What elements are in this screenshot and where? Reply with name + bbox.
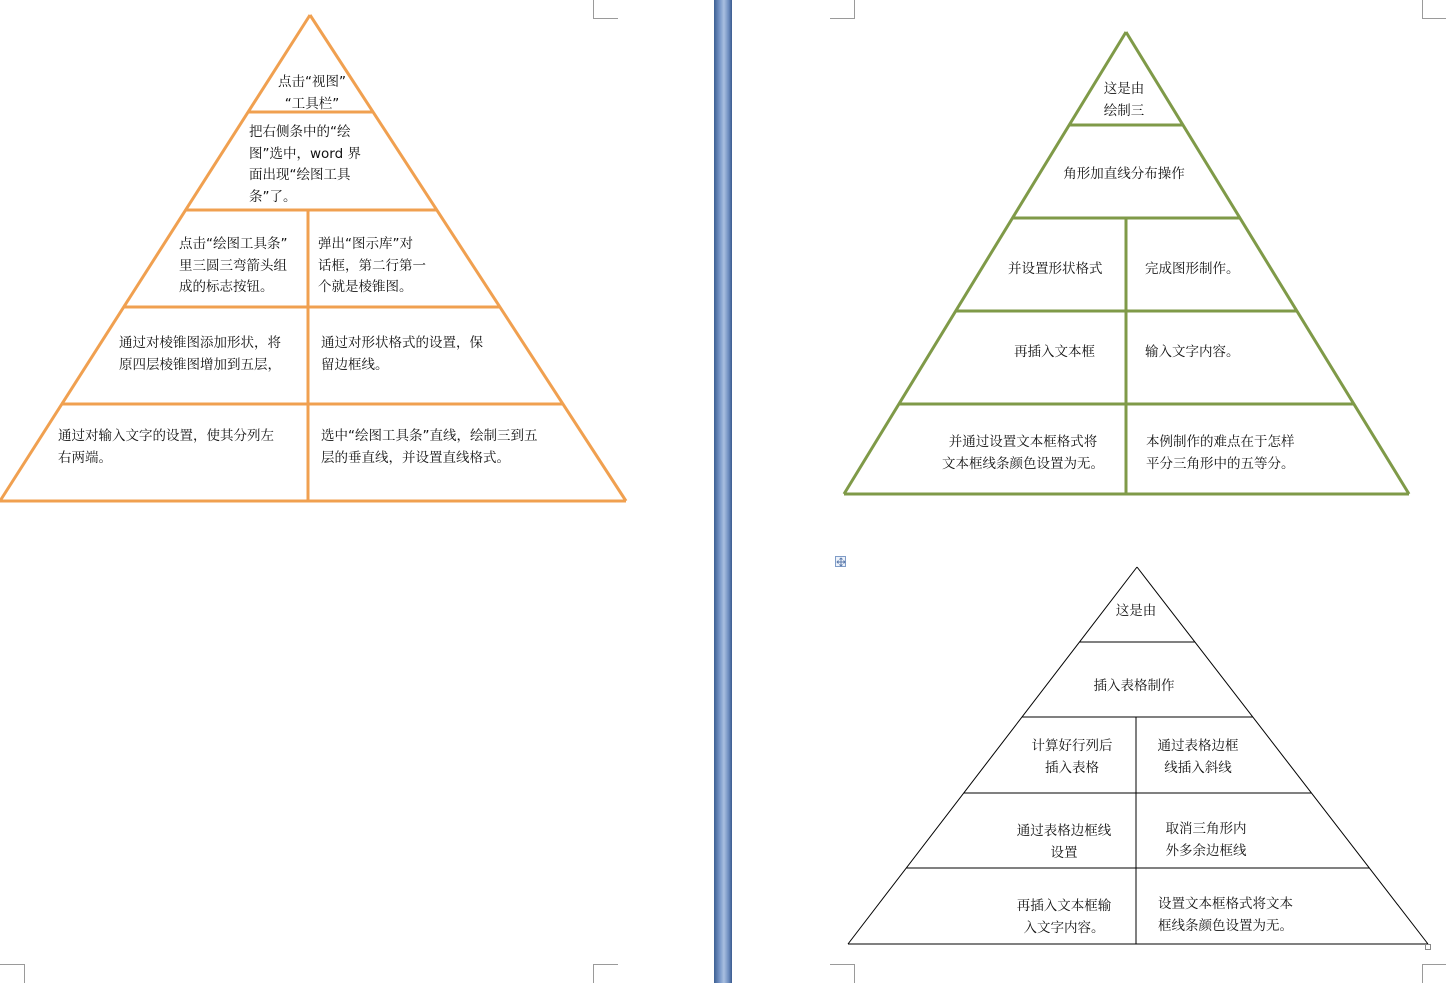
table-tier3-left-text[interactable]: 计算好行列后 插入表格 [1031, 738, 1113, 776]
orange-tier4-right-text[interactable]: 通过对形状格式的设置，保 留边框线。 [321, 335, 483, 373]
green-tier3-left-text[interactable]: 并设置形状格式 [1008, 261, 1103, 277]
orange-tier5-right-text[interactable]: 选中“绘图工具条”直线，绘制三到五 层的垂直线，并设置直线格式。 [321, 428, 538, 466]
green-tier1-text[interactable]: 这是由 绘制三 [1103, 81, 1145, 119]
green-tier5-left-text[interactable]: 并通过设置文本框格式将 文本框线条颜色设置为无。 [942, 434, 1104, 472]
move-arrows-icon [836, 557, 847, 568]
orange-tier4-left-text[interactable]: 通过对棱锥图添加形状，将 原四层棱锥图增加到五层， [119, 335, 281, 373]
table-resize-handle[interactable] [1425, 944, 1431, 950]
table-tier3-right-text[interactable]: 通过表格边框 线插入斜线 [1157, 738, 1239, 776]
table-tier1-text[interactable]: 这是由 [1115, 603, 1157, 619]
green-tier4-right-text[interactable]: 输入文字内容。 [1145, 344, 1240, 360]
green-tier3-right-text[interactable]: 完成图形制作。 [1145, 261, 1240, 277]
table-pyramid-lines [848, 567, 1428, 944]
green-tier2-text[interactable]: 角形加直线分布操作 [1063, 166, 1185, 182]
table-tier2-text[interactable]: 插入表格制作 [1093, 678, 1175, 694]
table-tier5-right-text[interactable]: 设置文本框格式将文本 框线条颜色设置为无。 [1158, 896, 1293, 934]
table-tier4-left-text[interactable]: 通过表格边框线 设置 [1016, 823, 1112, 861]
orange-tier3-left-text[interactable]: 点击“绘图工具条” 里三圆三弯箭头组 成的标志按钮。 [179, 236, 288, 295]
table-tier4-right-text[interactable]: 取消三角形内 外多余边框线 [1165, 821, 1247, 859]
orange-tier1-text[interactable]: 点击“视图” “工具栏” [278, 74, 346, 112]
table-tier5-left-text[interactable]: 再插入文本框输 入文字内容。 [1016, 898, 1112, 936]
orange-tier3-right-text[interactable]: 弹出“图示库”对 话框，第二行第一 个就是棱锥图。 [318, 236, 426, 295]
green-tier5-right-text[interactable]: 本例制作的难点在于怎样 平分三角形中的五等分。 [1146, 434, 1295, 472]
orange-tier5-left-text[interactable]: 通过对输入文字的设置，使其分列左 右两端。 [58, 428, 274, 466]
table-move-handle[interactable] [835, 556, 846, 567]
green-tier4-left-text[interactable]: 再插入文本框 [1014, 344, 1095, 360]
orange-tier2-text[interactable]: 把右侧条中的“绘 图”选中，word 界 面出现“绘图工具 条”了。 [249, 124, 361, 205]
